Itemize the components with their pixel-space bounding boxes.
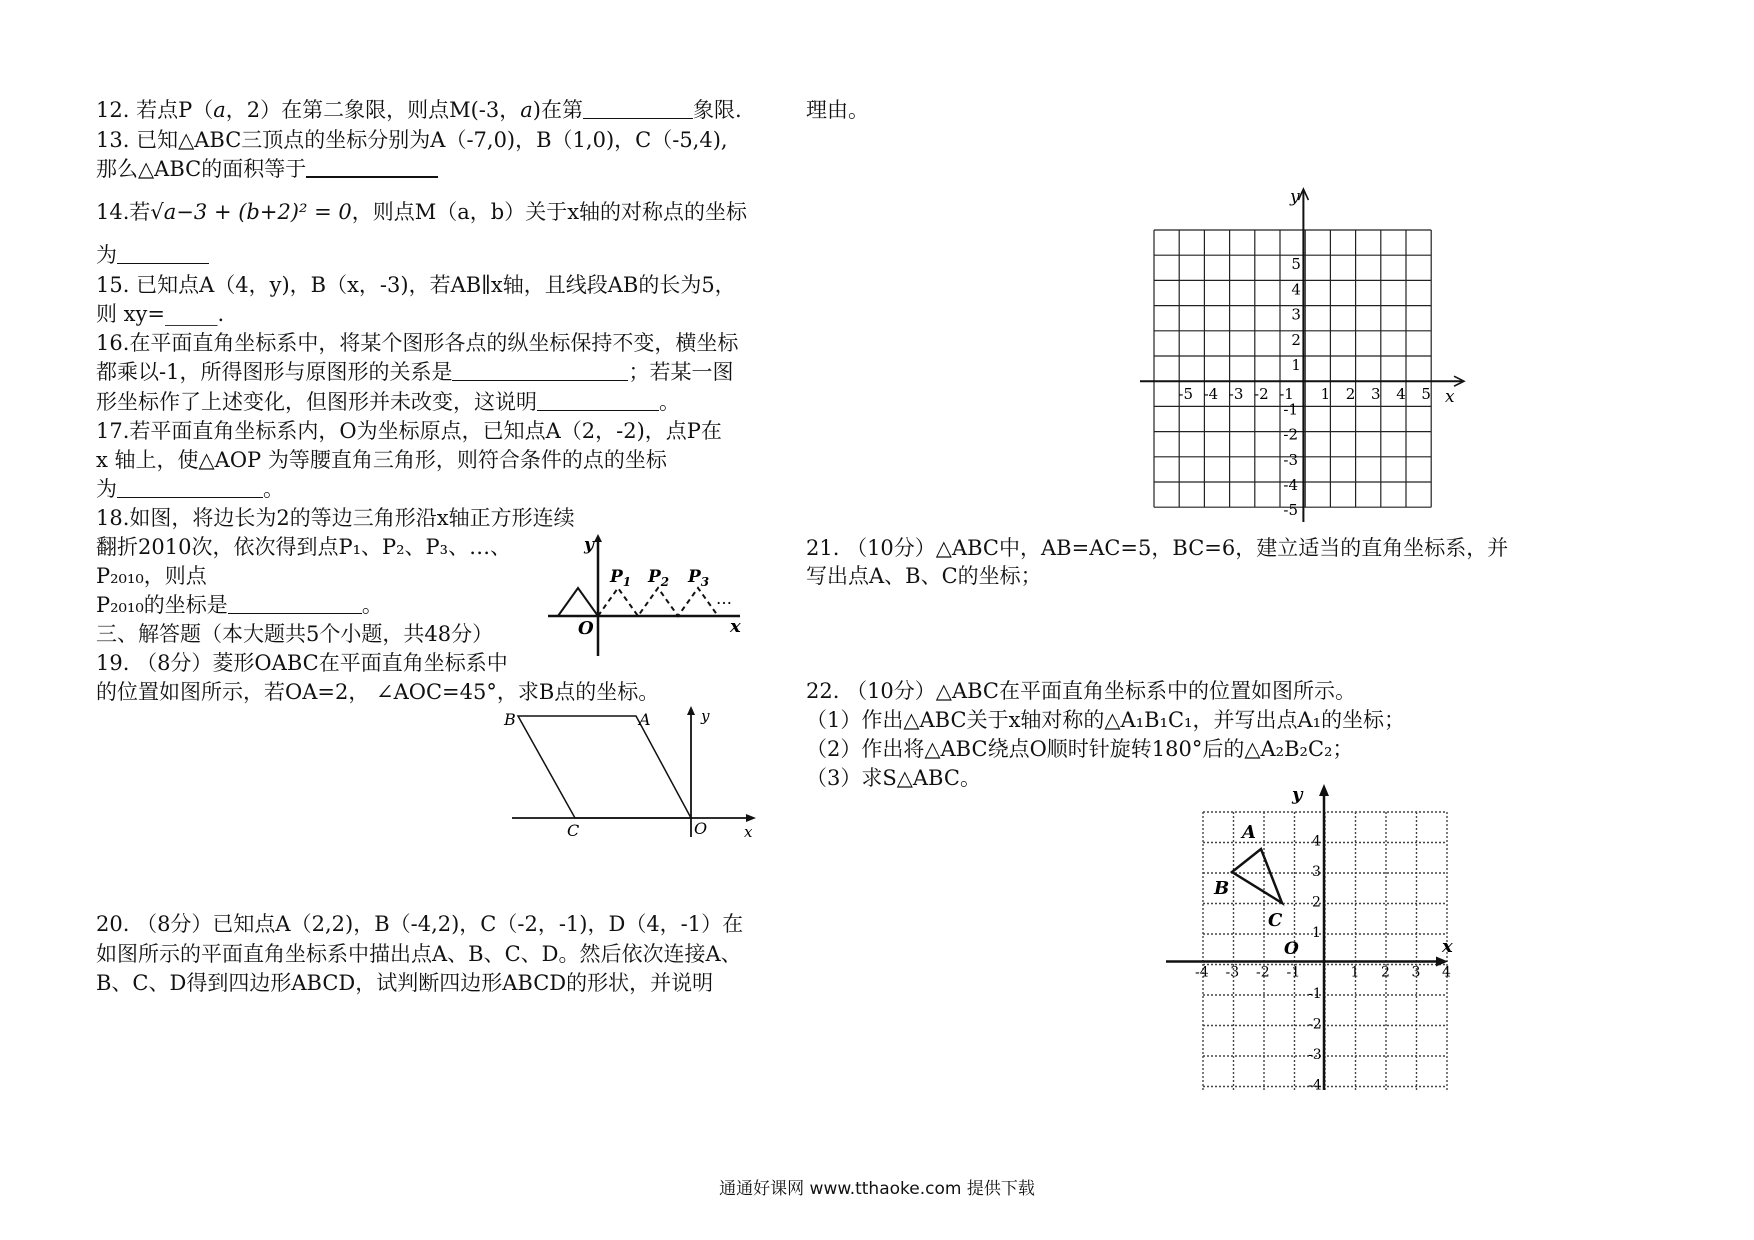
fig22-ytick: 1 [1312,925,1321,941]
q16-line1: 16.在平面直角坐标系中，将某个图形各点的纵坐标保持不变，横坐标 [96,331,739,355]
q12-blank [583,98,693,119]
fig19-y-label: y [701,707,710,725]
q16-blank2 [537,390,659,411]
fig22-xtick: 2 [1381,964,1390,981]
fig20-xtick: 1 [1320,385,1331,404]
fig22-ytick-neg: -1 [1308,986,1322,1002]
q20-line2: 如图所示的平面直角坐标系中描出点A、B、C、D。然后依次连接A、 [96,942,742,966]
q18-blank [228,593,362,614]
fig22-ytick-neg: -3 [1308,1047,1322,1063]
fig20-xtick-neg: -5 [1178,385,1194,404]
fig22-grid [1160,780,1460,1095]
fig20-ytick-neg: -5 [1283,501,1299,520]
q21-line1: 21. （10分）△ABC中，AB=AC=5，BC=6，建立适当的直角坐标系，并 [806,536,1509,560]
fig22-o-label: O [1284,939,1299,959]
q18-line2: 翻折2010次，依次得到点P₁、P₂、P₃、…、 [96,535,512,559]
fig19-b-label: B [504,710,516,729]
q22-line3: （2）作出将△ABC绕点O顺时针旋转180°后的△A₂B₂C₂； [806,737,1354,761]
fig20-ytick: 4 [1291,280,1301,299]
q16-line3: 形坐标作了上述变化，但图形并未改变，这说明 。 [96,390,680,414]
q20-line3: B、C、D得到四边形ABCD，试判断四边形ABCD的形状，并说明 [96,971,714,995]
fig22-xtick-neg: -1 [1286,964,1301,981]
q15-line2: 则 xy=_____. [96,302,225,326]
fig18-y-arrow [594,534,602,542]
fig20-xtick-neg: -4 [1203,385,1219,404]
fig20-ytick: 2 [1291,330,1301,349]
fig22-ytick: 4 [1312,833,1321,850]
fig20-xtick-neg: -1 [1279,385,1294,404]
q20-line1: 20. （8分）已知点A（2,2)，B（-4,2)，C（-2，-1)，D（4，-1）在 [96,912,744,936]
q18-line4: P₂₀₁₀的坐标是 。 [96,593,383,617]
fig19-y-arrow [687,706,695,715]
fig18-p3-label: $P_3$ [688,567,710,589]
fig19-o-label: O [694,819,708,838]
fig22-y-label: y [1292,784,1303,805]
fig20-xtick: 4 [1396,385,1406,404]
q17-line2: x 轴上，使△AOP 为等腰直角三角形，则符合条件的点的坐标 [96,448,667,472]
fig19-diagram [496,703,771,843]
fig18-y-label: y [584,535,594,555]
q15-line1: 15. 已知点A（4，y)，B（x，-3)，若AB∥x轴，且线段AB的长为5， [96,273,736,297]
fig22-xtick-neg: -3 [1225,964,1240,981]
fig22-xtick: 1 [1350,964,1360,981]
fig20-ytick-neg: -3 [1283,450,1299,469]
footer: 通通好课网 www.tthaoke.com 提供下载 [719,1179,1035,1199]
fig20-ytick-neg: -4 [1283,476,1299,494]
fig22-ytick-neg: -2 [1308,1016,1322,1033]
fig22-xtick-neg: -2 [1256,964,1270,981]
fig20-ytick: 3 [1291,305,1301,324]
fig22-xtick: 4 [1442,964,1451,981]
fig22-b-label: B [1214,878,1230,899]
q18-line1: 18.如图，将边长为2的等边三角形沿x轴正方形连续 [96,506,575,530]
q14-line1: 14.若√a−3 + (b+2)² = 0，则点M（a，b）关于x轴的对称点的坐标 [96,200,748,224]
q12-line: 12. 若点P（a，2）在第二象限，则点M(-3，a)在第 象限. [96,98,742,122]
fig20-ytick: 5 [1291,255,1301,274]
fig18-p1-label: $P_1$ [610,567,632,589]
fig18-o-label: O [578,618,594,639]
fig18-diagram [540,530,770,660]
q19-line2: 的位置如图所示，若OA=2， ∠AOC=45°，求B点的坐标。 [96,680,660,704]
q18-line3: P₂₀₁₀，则点 [96,564,207,588]
fig20-x-label: x [1445,387,1455,407]
fig20-ytick-neg: -2 [1283,425,1299,444]
fig19-c-label: C [567,821,580,840]
fig20-xtick-neg: -3 [1228,385,1244,404]
q17-line3: 为 。 [96,477,284,501]
q14-line2: 为 [96,241,209,269]
fig19-rhombus [518,716,691,818]
q22-line2: （1）作出△ABC关于x轴对称的△A₁B₁C₁，并写出点A₁的坐标； [806,708,1406,732]
fig20-xtick: 5 [1421,385,1431,404]
q16-blank1 [452,360,628,381]
fig19-x-label: x [744,823,753,841]
q19-line1: 19. （8分）菱形OABC在平面直角坐标系中 [96,651,508,675]
q16-line2: 都乘以-1，所得图形与原图形的关系是 ；若某一图 [96,360,734,384]
q13-line2: 那么△ABC的面积等于 [96,155,438,183]
fig22-y-arrow [1319,784,1329,796]
q22-line4: （3）求S△ABC。 [806,766,981,790]
fig22-xtick: 3 [1411,964,1421,981]
fig19-a-label: A [639,710,651,729]
fig18-ellipsis: … [716,589,732,608]
q17-line1: 17.若平面直角坐标系内，O为坐标原点，已知点A（2，-2)，点P在 [96,419,722,443]
q17-blank [117,477,263,498]
q22-line1: 22. （10分）△ABC在平面直角坐标系中的位置如图所示。 [806,679,1356,703]
fig19-x-arrow [746,814,756,822]
q14-formula: √a−3 + (b+2)² = 0 [150,200,352,224]
fig20-xtick: 2 [1345,385,1356,404]
fig20-xtick: 3 [1371,385,1381,404]
fig22-ytick-neg: -4 [1308,1077,1322,1094]
fig18-p2-label: $P_2$ [648,567,670,589]
fig18-x-label: x [730,616,741,637]
q20-line4: 理由。 [806,98,869,122]
fig20-ytick: 1 [1291,356,1301,374]
fig22-xtick-neg: -4 [1195,964,1209,981]
q13-line1: 13. 已知△ABC三顶点的坐标分别为A（-7,0)，B（1,0)，C（-5,4), [96,128,728,152]
q21-line2: 写出点A、B、C的坐标； [806,564,1042,588]
fig22-ytick: 3 [1312,864,1321,880]
fig18-dashed-folds [598,588,718,616]
fig22-x-label: x [1442,936,1453,957]
fig20-y-label: y [1290,187,1300,207]
fig22-triangle [1232,849,1282,903]
fig22-a-label: A [1242,822,1256,843]
fig22-c-label: C [1268,910,1283,931]
fig22-ytick: 2 [1312,894,1321,911]
q14-blank [117,243,209,264]
fig20-xtick-neg: -2 [1254,385,1269,404]
fig20-grid [1140,180,1500,520]
fig20-ytick-neg: -1 [1283,400,1299,419]
section-title: 三、解答题（本大题共5个小题，共48分） [96,622,494,646]
fig18-solid-triangle [558,588,598,616]
q13-blank [306,156,438,178]
